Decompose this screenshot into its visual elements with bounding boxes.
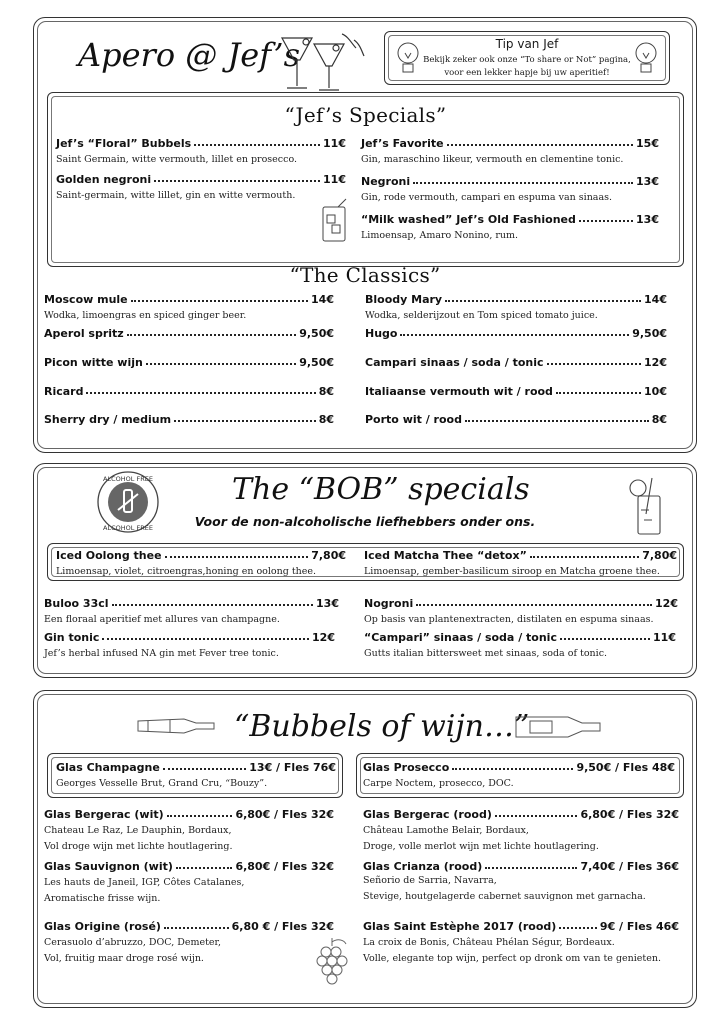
list-item: [365, 413, 667, 426]
list-item: [364, 549, 677, 579]
item-desc: Jef’s herbal infused NA gin met Fever tree tonic.: [44, 648, 279, 659]
item-desc: Gin, maraschino likeur, vermouth en clementine tonic.: [361, 154, 624, 165]
specials-box: [47, 92, 684, 267]
item-desc: Les hauts de Janeil, IGP, Côtes Catalanes,: [44, 877, 245, 888]
item-name: Golden negroni: [56, 173, 152, 186]
list-item: [44, 293, 334, 323]
item-name: Glas Crianza (rood): [363, 860, 483, 873]
item-name: Nogroni: [364, 597, 414, 610]
list-item: [44, 920, 334, 966]
item-desc: Een floraal aperitief met allures van champagne.: [44, 614, 280, 625]
item-name: Buloo 33cl: [44, 597, 109, 610]
item-price: 9,50€: [299, 356, 334, 369]
item-name: Negroni: [361, 175, 411, 188]
item-desc: Saint Germain, witte vermouth, lillet en prosecco.: [56, 154, 298, 165]
bob-section: [33, 463, 697, 678]
item-price: 8€: [318, 413, 334, 426]
item-price: 9,50€: [632, 327, 667, 340]
item-desc: Cerasuolo d’abruzzo, DOC, Demeter,: [44, 937, 222, 948]
item-name: Italiaanse vermouth wit / rood: [365, 385, 553, 398]
grapes-icon: [312, 936, 352, 994]
item-desc: Aromatische frisse wijn.: [44, 893, 161, 904]
item-desc: Wodka, selderijzout en Tom spiced tomato juice.: [365, 310, 598, 321]
specials-heading: “Jef’s Specials”: [284, 103, 447, 127]
list-item: [44, 385, 334, 398]
cocktail-glasses-icon: [272, 30, 372, 96]
wine-title: “Bubbels of wijn…”: [234, 709, 530, 744]
item-name: Aperol spritz: [44, 327, 124, 340]
item-price: 14€: [644, 293, 667, 306]
list-item: [44, 327, 334, 340]
item-name: Glas Champagne: [56, 761, 160, 774]
item-name: Jef’s “Floral” Bubbels: [56, 137, 192, 150]
tip-box: [384, 31, 670, 85]
lightbulb-icon: [633, 38, 659, 78]
item-price: 9,50€ / Fles 48€: [576, 761, 675, 774]
item-price: 6,80€ / Fles 32€: [235, 860, 334, 873]
item-name: “Milk washed” Jef’s Old Fashioned: [361, 213, 576, 226]
list-item: [363, 761, 675, 791]
item-name: Picon witte wijn: [44, 356, 143, 369]
item-desc: Saint-germain, witte lillet, gin en witte vermouth.: [56, 190, 296, 201]
item-desc: Gutts italian bittersweet met sinaas, soda of tonic.: [364, 648, 608, 659]
item-name: “Campari” sinaas / soda / tonic: [364, 631, 557, 644]
item-desc: Vol, fruitig maar droge rosé wijn.: [44, 953, 204, 964]
item-price: 13€ / Fles 76€: [249, 761, 336, 774]
wine-section: [33, 690, 697, 1008]
tip-line-1: Bekijk zeker ook onze “To share or Not” pagina,: [423, 55, 631, 65]
item-price: 11€: [653, 631, 676, 644]
item-price: 8€: [318, 385, 334, 398]
list-item: [361, 175, 659, 205]
item-desc: La croix de Bonis, Château Phélan Ségur, Bordeaux.: [363, 937, 615, 948]
item-name: Gin tonic: [44, 631, 100, 644]
item-price: 9€ / Fles 46€: [599, 920, 679, 933]
item-price: 12€: [312, 631, 335, 644]
item-name: Glas Sauvignon (wit): [44, 860, 173, 873]
list-item: [365, 385, 667, 398]
item-name: Glas Bergerac (wit): [44, 808, 164, 821]
item-name: Glas Bergerac (rood): [363, 808, 492, 821]
badge-text-top: ALCOHOL FREE: [103, 475, 153, 483]
item-desc: Stevige, houtgelagerde cabernet sauvignon met garnacha.: [363, 891, 646, 902]
list-item: [56, 137, 346, 167]
item-desc: Georges Vesselle Brut, Grand Cru, “Bouzy”.: [56, 778, 268, 789]
item-price: 6,80€ / Fles 32€: [580, 808, 679, 821]
lightbulb-icon: [395, 38, 421, 78]
item-desc: Limoensap, Amaro Nonino, rum.: [361, 230, 519, 241]
item-desc: Señorio de Sarria, Navarra,: [363, 875, 497, 886]
item-name: Glas Saint Estèphe 2017 (rood): [363, 920, 557, 933]
list-item: [44, 808, 334, 854]
item-name: Glas Prosecco: [363, 761, 450, 774]
item-price: 15€: [636, 137, 659, 150]
champagne-bottle-icon: [134, 713, 218, 739]
item-name: Moscow mule: [44, 293, 128, 306]
item-desc: Wodka, limoengras en spiced ginger beer.: [44, 310, 247, 321]
wine-featured-box: [47, 753, 343, 798]
item-name: Bloody Mary: [365, 293, 443, 306]
item-name: Iced Matcha Thee “detox”: [364, 549, 527, 562]
badge-text-bottom: ALCOHOL FREE: [103, 524, 153, 532]
page-title: Apero @ Jef’s: [78, 36, 300, 74]
bob-subtitle: Voor de non-alcoholische liefhebbers onder ons.: [194, 514, 536, 529]
item-price: 13€: [636, 213, 659, 226]
item-desc: Volle, elegante top wijn, perfect op dronk om van te genieten.: [363, 953, 661, 964]
item-name: Ricard: [44, 385, 84, 398]
item-desc: Carpe Noctem, prosecco, DOC.: [363, 778, 514, 789]
item-name: Sherry dry / medium: [44, 413, 172, 426]
item-price: 7,80€: [311, 549, 346, 562]
list-item: [361, 137, 659, 167]
bob-title: The “BOB” specials: [232, 472, 530, 507]
list-item: [56, 173, 346, 203]
list-item: [44, 860, 334, 906]
item-price: 6,80 € / Fles 32€: [231, 920, 334, 933]
item-name: Porto wit / rood: [365, 413, 462, 426]
classics-heading: “The Classics”: [289, 263, 441, 287]
list-item: [44, 356, 334, 369]
list-item: [363, 808, 679, 854]
item-desc: Op basis van plantenextracten, distilaten en espuma sinaas.: [364, 614, 654, 625]
item-price: 13€: [316, 597, 339, 610]
tip-title: Tip van Jef: [495, 37, 559, 51]
wine-bottle-icon: [512, 713, 604, 741]
cocktail-glass-icon: [624, 474, 674, 538]
item-name: Jef’s Favorite: [361, 137, 444, 150]
list-item: [44, 413, 334, 426]
item-price: 11€: [323, 173, 346, 186]
item-desc: Chateau Le Raz, Le Dauphin, Bordaux,: [44, 825, 232, 836]
list-item: [363, 860, 679, 904]
list-item: [365, 327, 667, 340]
list-item: [365, 356, 667, 369]
list-item: [363, 920, 679, 966]
item-price: 6,80€ / Fles 32€: [235, 808, 334, 821]
item-price: 7,40€ / Fles 36€: [580, 860, 679, 873]
item-price: 11€: [323, 137, 346, 150]
item-desc: Limoensap, violet, citroengras,honing en oolong thee.: [56, 566, 317, 577]
item-price: 8€: [651, 413, 667, 426]
item-price: 10€: [644, 385, 667, 398]
item-price: 12€: [655, 597, 678, 610]
item-price: 14€: [311, 293, 334, 306]
item-price: 7,80€: [642, 549, 677, 562]
item-desc: Droge, volle merlot wijn met lichte houtlagering.: [363, 841, 599, 852]
list-item: [44, 597, 339, 627]
item-desc: Limoensap, gember-basilicum siroop en Matcha groene thee.: [364, 566, 660, 577]
item-desc: Château Lamothe Belair, Bordaux,: [363, 825, 529, 836]
item-price: 9,50€: [299, 327, 334, 340]
item-desc: Gin, rode vermouth, campari en espuma van sinaas.: [361, 192, 613, 203]
list-item: [56, 549, 346, 579]
item-price: 13€: [636, 175, 659, 188]
item-name: Iced Oolong thee: [56, 549, 162, 562]
cocktail-glass-icon: [318, 197, 352, 245]
item-name: Hugo: [365, 327, 398, 340]
list-item: [364, 631, 676, 661]
apero-section: [33, 17, 697, 453]
wine-featured-box: [356, 753, 684, 798]
list-item: [44, 631, 335, 661]
item-price: 12€: [644, 356, 667, 369]
bob-featured-box: [47, 543, 684, 581]
item-desc: Vol droge wijn met lichte houtlagering.: [44, 841, 233, 852]
list-item: [361, 213, 659, 243]
item-name: Campari sinaas / soda / tonic: [365, 356, 544, 369]
item-name: Glas Origine (rosé): [44, 920, 161, 933]
tip-line-2: voor een lekker hapje bij uw aperitief!: [444, 68, 610, 78]
list-item: [56, 761, 336, 791]
list-item: [364, 597, 678, 627]
list-item: [365, 293, 667, 323]
